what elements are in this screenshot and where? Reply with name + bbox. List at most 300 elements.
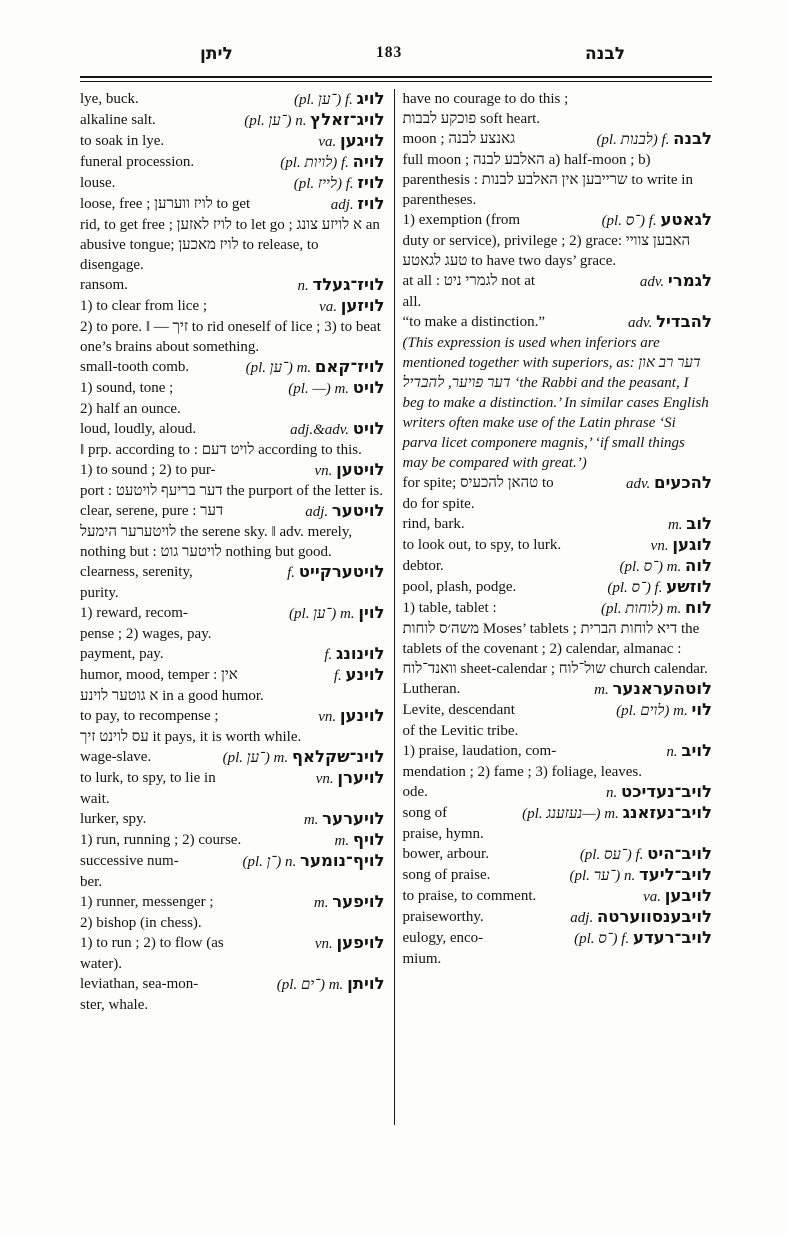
entry-first-line	[80, 768, 385, 789]
entry-headword: לויב	[681, 741, 712, 760]
entry-definition: louse.	[80, 175, 116, 191]
dictionary-entry	[403, 782, 712, 803]
entry-headword: לויערער	[322, 809, 385, 828]
entry-headword: לויטער	[331, 501, 385, 520]
dictionary-entry	[80, 419, 385, 460]
entry-headword: להבדיל	[656, 312, 712, 331]
entry-reference	[522, 803, 712, 824]
entry-continuation: ber.	[80, 874, 103, 890]
entry-first-line	[403, 865, 712, 886]
entry-definition: funeral procession.	[80, 154, 195, 170]
entry-first-line	[403, 844, 712, 865]
entry-grammar-label: (pl. —) m.	[288, 381, 350, 397]
entry-first-line	[80, 275, 385, 296]
entry-first-line	[403, 886, 712, 907]
entry-first-line	[403, 700, 712, 721]
entry-continuation: of the Levitic tribe.	[402, 723, 519, 739]
entry-first-line	[80, 296, 385, 317]
entry-definition: to lurk, to spy, to lie in	[80, 770, 216, 786]
entry-first-line	[403, 556, 712, 577]
dictionary-entry	[403, 473, 712, 514]
entry-first-line	[80, 562, 385, 583]
entry-definition: lye, buck.	[80, 91, 139, 107]
entry-definition: 1) run, running ; 2) course.	[80, 832, 242, 848]
dictionary-entry	[80, 851, 385, 892]
entry-headword: לוינע	[345, 665, 385, 684]
dictionary-entry	[403, 271, 712, 312]
dictionary-entry	[80, 809, 385, 830]
entry-first-line	[80, 110, 385, 131]
dictionary-entry	[403, 312, 712, 473]
entry-first-line	[403, 782, 712, 803]
entry-definition: praiseworthy.	[402, 909, 484, 925]
header-rule	[80, 76, 712, 82]
entry-definition: lurker, spy.	[80, 811, 147, 827]
entry-continuation: full moon ; האלבע לבנה a) half-moon ; b) parenthesis : שרייבען אין האלבע לבנות to write in parentheses.	[402, 152, 693, 208]
entry-grammar-label: n.	[297, 278, 309, 294]
dictionary-entry	[403, 89, 712, 129]
entry-first-line	[80, 851, 385, 872]
entry-first-line	[403, 210, 712, 231]
dictionary-entry	[403, 907, 712, 928]
entry-first-line	[80, 357, 385, 378]
entry-grammar-label: (pl. ־ים) m.	[276, 977, 344, 993]
entry-continuation: water).	[80, 956, 123, 972]
entry-reference	[602, 210, 712, 231]
entry-reference	[289, 603, 384, 624]
entry-first-line	[403, 514, 712, 535]
dictionary-entry	[80, 644, 385, 665]
entry-continuation: ster, whale.	[80, 997, 149, 1013]
entry-first-line	[80, 460, 385, 481]
entry-definition: “to make a distinction.”	[402, 314, 545, 330]
entry-first-line	[403, 473, 712, 494]
entry-definition: 1) reward, recom-	[80, 605, 188, 621]
entry-headword: לויז	[357, 194, 385, 213]
entry-grammar-label: f.	[324, 647, 333, 663]
entry-grammar-label: f.	[333, 668, 342, 684]
dictionary-entry	[80, 830, 385, 851]
entry-first-line	[80, 131, 385, 152]
entry-reference	[570, 865, 712, 886]
dictionary-entry	[80, 460, 385, 501]
entry-grammar-label: vn.	[318, 709, 337, 725]
entry-definition: loose, free ; לויז ווערען to get	[80, 196, 251, 212]
dictionary-entry	[403, 210, 712, 271]
entry-definition: debtor.	[402, 558, 444, 574]
dictionary-entry	[403, 535, 712, 556]
entry-grammar-label: va.	[319, 299, 337, 315]
entry-headword: לויתן	[347, 974, 385, 993]
entry-headword: לוב	[686, 514, 712, 533]
entry-headword: לויטען	[336, 460, 385, 479]
entry-grammar-label: m.	[313, 895, 329, 911]
entry-first-line	[80, 644, 385, 665]
dictionary-entry	[80, 378, 385, 419]
entry-first-line	[80, 194, 385, 215]
entry-grammar-label: vn.	[315, 771, 334, 787]
dictionary-entry	[80, 747, 385, 768]
entry-definition: 1) sound, tone ;	[80, 380, 174, 396]
entry-definition: to look out, to spy, to lurk.	[402, 537, 562, 553]
right-column	[394, 89, 712, 1125]
entry-headword: לויז־געלד	[312, 275, 385, 294]
entry-reference	[318, 131, 384, 152]
entry-grammar-label: (pl. ־ס) m.	[619, 559, 682, 575]
entry-first-line	[80, 501, 385, 522]
entry-reference	[287, 562, 384, 583]
entry-grammar-label: m.	[334, 833, 350, 849]
dictionary-entry	[403, 577, 712, 598]
entry-reference	[626, 473, 712, 494]
entry-grammar-label: (pl. לייז) f.	[293, 176, 354, 192]
entry-definition: to pay, to recompense ;	[80, 708, 219, 724]
entry-reference	[288, 378, 384, 399]
entry-reference	[666, 741, 712, 762]
entry-first-line	[80, 419, 385, 440]
entry-continuation: duty or service), privilege ; 2) grace: האבען צוויי טעג לגאטע to have two days’ grace.	[402, 233, 691, 269]
entry-continuation: do for spite.	[402, 496, 475, 512]
entry-grammar-label: vn.	[314, 463, 333, 479]
left-column	[80, 89, 394, 1125]
entry-definition: at all : לגמרי ניט not at	[402, 273, 536, 289]
entry-continuation: עס לוינט זיך it pays, it is worth while.	[80, 729, 302, 745]
entry-reference	[280, 152, 384, 173]
dictionary-entry	[80, 173, 385, 194]
entry-first-line	[80, 603, 385, 624]
page-header	[80, 44, 712, 74]
entry-reference	[244, 110, 384, 131]
entry-grammar-label: adj.&adv.	[290, 422, 350, 438]
entry-headword: לויזען	[340, 296, 385, 315]
entry-grammar-label: va.	[318, 134, 337, 150]
dictionary-entry	[80, 296, 385, 357]
entry-definition: ransom.	[80, 277, 128, 293]
guide-word-left: ליתן	[200, 44, 233, 64]
dictionary-entry	[80, 706, 385, 747]
dictionary-entry	[80, 892, 385, 933]
entry-grammar-label: adj.	[570, 910, 594, 926]
entry-definition: successive num-	[80, 853, 179, 869]
entry-grammar-label: vn.	[314, 936, 333, 952]
entry-reference	[574, 928, 712, 949]
entry-first-line	[80, 892, 385, 913]
entry-first-line	[80, 830, 385, 851]
entry-grammar-label: (pl. ־ן) n.	[242, 854, 297, 870]
entry-grammar-label: va.	[643, 889, 662, 905]
dictionary-entry	[403, 865, 712, 886]
entry-continuation: 2) half an ounce.	[80, 401, 181, 417]
entry-reference	[628, 312, 712, 333]
entry-reference	[304, 809, 385, 830]
dictionary-entry	[403, 928, 712, 969]
entry-continuation: mendation ; 2) fame ; 3) foliage, leaves.	[402, 764, 643, 780]
entry-grammar-label: (pl. ־ס) f.	[574, 931, 630, 947]
entry-reference	[331, 194, 385, 215]
entry-grammar-label: (pl. ־ען) m.	[289, 606, 355, 622]
entry-reference	[643, 886, 712, 907]
entry-definition: ode.	[402, 784, 428, 800]
entry-headword: לויב־ליעד	[639, 865, 712, 884]
entry-continuation: לויטערער הימעל the serene sky. ‖ adv. merely, nothing but : לויטער גוט nothing but good.	[80, 524, 353, 560]
entry-first-line	[403, 577, 712, 598]
entry-first-line	[80, 974, 385, 995]
entry-first-line	[80, 378, 385, 399]
entry-headword: לוה	[685, 556, 712, 575]
entry-headword: לויה	[352, 152, 385, 171]
entry-headword: לויב־נעזאנג	[622, 803, 712, 822]
entry-first-line	[80, 933, 385, 954]
entry-headword: לוח	[685, 598, 712, 617]
entry-grammar-label: (pl. ־ען) m.	[222, 750, 289, 766]
entry-first-line	[80, 809, 385, 830]
entry-first-line	[403, 312, 712, 333]
entry-definition: loud, loudly, aloud.	[80, 421, 197, 437]
entry-grammar-label: vn.	[650, 538, 669, 554]
dictionary-entry	[403, 886, 712, 907]
dictionary-entry	[80, 357, 385, 378]
entry-grammar-label: adj.	[330, 197, 354, 213]
entry-grammar-label: adv.	[628, 315, 653, 331]
entry-definition: eulogy, enco-	[402, 930, 484, 946]
entry-definition: payment, pay.	[80, 646, 164, 662]
entry-first-line	[403, 271, 712, 292]
entry-continuation: rid, to get free ; לויז לאזען to let go ; א לויזע צונג an abusive tongue; לויז מאכען to release, to disengage.	[80, 217, 380, 273]
dictionary-entry	[80, 194, 385, 275]
entry-definition: bower, arbour.	[402, 846, 489, 862]
entry-definition: 1) to sound ; 2) to pur-	[80, 462, 216, 478]
entry-grammar-label: (pl. ־ען) f.	[293, 92, 353, 108]
entry-reference	[305, 501, 384, 522]
entry-definition: leviathan, sea-mon-	[80, 976, 199, 992]
entry-definition: 1) praise, laudation, com-	[402, 743, 557, 759]
dictionary-entry	[80, 603, 385, 644]
entry-headword: לויערן	[337, 768, 385, 787]
entry-continuation: 2) bishop (in chess).	[80, 915, 202, 931]
entry-first-line	[403, 89, 712, 109]
entry-headword: לויג	[356, 89, 385, 108]
dictionary-entry	[80, 933, 385, 974]
dictionary-entry	[80, 89, 385, 110]
entry-headword: לויטערקייט	[298, 562, 385, 581]
entry-continuation: wait.	[80, 791, 110, 807]
entry-definition: 1) runner, messenger ;	[80, 894, 214, 910]
entry-headword: לויט	[352, 378, 385, 397]
entry-first-line	[80, 706, 385, 727]
entry-headword: לויף־נומער	[300, 851, 385, 870]
entry-definition: for spite; טהאן להכעיס to	[402, 475, 554, 491]
entry-continuation: פוכקע לבבות soft heart.	[402, 111, 541, 127]
entry-grammar-label: (pl. לוחות) m.	[601, 601, 682, 617]
entry-first-line	[80, 173, 385, 194]
entry-definition: have no courage to do this ;	[402, 91, 569, 107]
entry-headword: לוינ־שקלאף	[291, 747, 385, 766]
entry-headword: להכעים	[654, 473, 712, 492]
entry-continuation: all.	[402, 294, 422, 310]
dictionary-entry	[80, 665, 385, 706]
entry-grammar-label: (pl. ־ס) f.	[607, 580, 663, 596]
entry-first-line	[403, 598, 712, 619]
entry-definition: wage-slave.	[80, 749, 152, 765]
entry-grammar-label: adj.	[305, 504, 329, 520]
entry-definition: clear, serene, pure : דער	[80, 503, 224, 519]
entry-continuation: א גוטער לוינע in a good humor.	[80, 688, 264, 704]
entry-definition: Levite, descendant	[402, 702, 515, 718]
entry-definition: song of	[402, 805, 448, 821]
entry-first-line	[80, 89, 385, 110]
entry-headword: לויפער	[332, 892, 385, 911]
entry-definition: pool, plash, podge.	[402, 579, 517, 595]
entry-reference	[334, 665, 385, 686]
entry-definition: song of praise.	[402, 867, 491, 883]
dictionary-entry	[403, 129, 712, 210]
entry-headword: לויז	[357, 173, 385, 192]
entry-grammar-label: adv.	[639, 274, 665, 290]
dictionary-entry	[80, 152, 385, 173]
entry-reference	[570, 907, 712, 928]
entry-headword: לוין	[358, 603, 385, 622]
entry-headword: לוינען	[339, 706, 385, 725]
entry-grammar-label: (pl. לויות) f.	[280, 155, 349, 171]
entry-definition: 1) to clear from lice ;	[80, 298, 208, 314]
entry-definition: 1) to run ; 2) to flow (as	[80, 935, 224, 951]
entry-reference	[640, 271, 712, 292]
entry-continuation: port : דער בריעף לויטעט the purport of the letter is.	[80, 483, 383, 499]
entry-reference	[316, 768, 385, 789]
entry-reference	[318, 706, 384, 727]
entry-first-line	[80, 747, 385, 768]
entry-grammar-label: adv.	[625, 476, 651, 492]
entry-usage-note: (This expression is used when inferiors are mentioned together with superiors, as: דער רב און דער פויער, להבדיל ‘the Rabbi and the peasant, I beg to make a distinction.’ In similar cases English writers often make use of the Latin phrase ‘Si parva licet componere magnis,’ ‘if small things may be compared with great.’)	[402, 335, 709, 471]
entry-reference	[243, 851, 385, 872]
entry-continuation: purity.	[80, 585, 119, 601]
dictionary-entry	[403, 700, 712, 741]
entry-definition: Lutheran.	[402, 681, 461, 697]
entry-continuation: mium.	[402, 951, 442, 967]
entry-definition: clearness, serenity,	[80, 564, 193, 580]
entry-reference	[607, 577, 712, 598]
entry-grammar-label: (pl. ־ער) n.	[569, 868, 636, 884]
entry-headword: לוי	[691, 700, 712, 719]
entry-reference	[298, 275, 385, 296]
entry-reference	[596, 129, 712, 150]
dictionary-entry	[403, 803, 712, 844]
entry-first-line	[403, 129, 712, 150]
entry-first-line	[403, 907, 712, 928]
entry-reference	[319, 296, 384, 317]
entry-reference	[619, 556, 712, 577]
entry-headword: לויט	[352, 419, 385, 438]
entry-grammar-label: m.	[594, 682, 609, 698]
entry-reference	[246, 357, 385, 378]
entry-reference	[668, 514, 712, 535]
entry-reference	[335, 830, 385, 851]
entry-first-line	[403, 803, 712, 824]
dictionary-entry	[80, 768, 385, 809]
dictionary-entry	[80, 275, 385, 296]
entry-grammar-label: (pl. לבנות) f.	[596, 132, 670, 148]
entry-headword: לויז־קאם	[314, 357, 385, 376]
dictionary-entry	[80, 562, 385, 603]
entry-definition: moon ; גאנצע לבנה	[402, 131, 516, 147]
entry-reference	[290, 419, 384, 440]
entry-reference	[294, 89, 385, 110]
entry-headword: לויב־נעדיכט	[621, 782, 712, 801]
entry-continuation: ‖ prp. according to : לויט דעם according to this.	[80, 442, 362, 458]
entry-headword: לוינונג	[336, 644, 385, 663]
text-columns	[80, 89, 712, 1125]
entry-grammar-label: (pl. ־ען) m.	[245, 360, 312, 376]
entry-reference	[223, 747, 385, 768]
entry-reference	[277, 974, 385, 995]
entry-reference	[651, 535, 712, 556]
entry-definition: humor, mood, temper : אין	[80, 667, 238, 683]
entry-headword: לויפען	[336, 933, 385, 952]
entry-headword: לויבענסווערטה	[596, 907, 712, 926]
entry-grammar-label: (pl. ־ען) n.	[244, 113, 307, 129]
entry-continuation: משה׳ס לוחות Moses’ tablets ; דיא לוחות הברית the tablets of the covenant ; 2) calendar, almanac : וואנד־לוח sheet-calendar ; שול־לוח church calendar.	[402, 621, 708, 677]
dictionary-entry	[80, 131, 385, 152]
entry-definition: to praise, to comment.	[402, 888, 537, 904]
entry-reference	[314, 460, 384, 481]
entry-definition: 1) table, tablet :	[402, 600, 497, 616]
guide-word-right: לבנה	[585, 44, 626, 64]
entry-headword: לגאטע	[660, 210, 712, 229]
entry-first-line	[80, 152, 385, 173]
entry-first-line	[403, 928, 712, 949]
entry-headword: לויב־רעדע	[632, 928, 712, 947]
entry-grammar-label: (pl. נעזענג—) m.	[522, 806, 619, 822]
entry-first-line	[403, 535, 712, 556]
entry-headword: לויג־זאלץ	[310, 110, 385, 129]
entry-headword: לויבען	[664, 886, 712, 905]
entry-continuation: pense ; 2) wages, pay.	[80, 626, 212, 642]
entry-first-line	[403, 679, 712, 700]
entry-reference	[580, 844, 712, 865]
entry-definition: to soak in lye.	[80, 133, 165, 149]
entry-grammar-label: n.	[666, 744, 678, 760]
entry-reference	[314, 892, 385, 913]
entry-grammar-label: (pl. ־ס) f.	[601, 213, 657, 229]
entry-reference	[315, 933, 385, 954]
entry-first-line	[403, 741, 712, 762]
entry-grammar-label: (pl. ־עס) f.	[579, 847, 644, 863]
entry-continuation: 2) to pore. ‖ — זיך to rid oneself of lice ; 3) to beat one’s brains about something.	[80, 319, 381, 355]
entry-headword: לויב־היט	[647, 844, 712, 863]
entry-headword: לויף	[352, 830, 385, 849]
dictionary-entry	[403, 844, 712, 865]
entry-headword: לגמרי	[667, 271, 712, 290]
entry-reference	[616, 700, 712, 721]
entry-reference	[606, 782, 712, 803]
dictionary-entry	[403, 679, 712, 700]
entry-headword: לוטהעראנער	[612, 679, 712, 698]
entry-definition: 1) exemption (from	[402, 212, 520, 228]
entry-grammar-label: m.	[667, 517, 683, 533]
entry-reference	[294, 173, 385, 194]
entry-grammar-label: f.	[287, 565, 296, 581]
entry-headword: לבנה	[673, 129, 712, 148]
entry-grammar-label: n.	[606, 785, 618, 801]
dictionary-entry	[80, 110, 385, 131]
entry-reference	[594, 679, 712, 700]
entry-reference	[324, 644, 384, 665]
dictionary-entry	[403, 514, 712, 535]
entry-grammar-label: (pl. לוים) m.	[616, 703, 688, 719]
page-number: 183	[376, 44, 403, 61]
entry-headword: לוזשע	[666, 577, 712, 596]
entry-reference	[601, 598, 712, 619]
